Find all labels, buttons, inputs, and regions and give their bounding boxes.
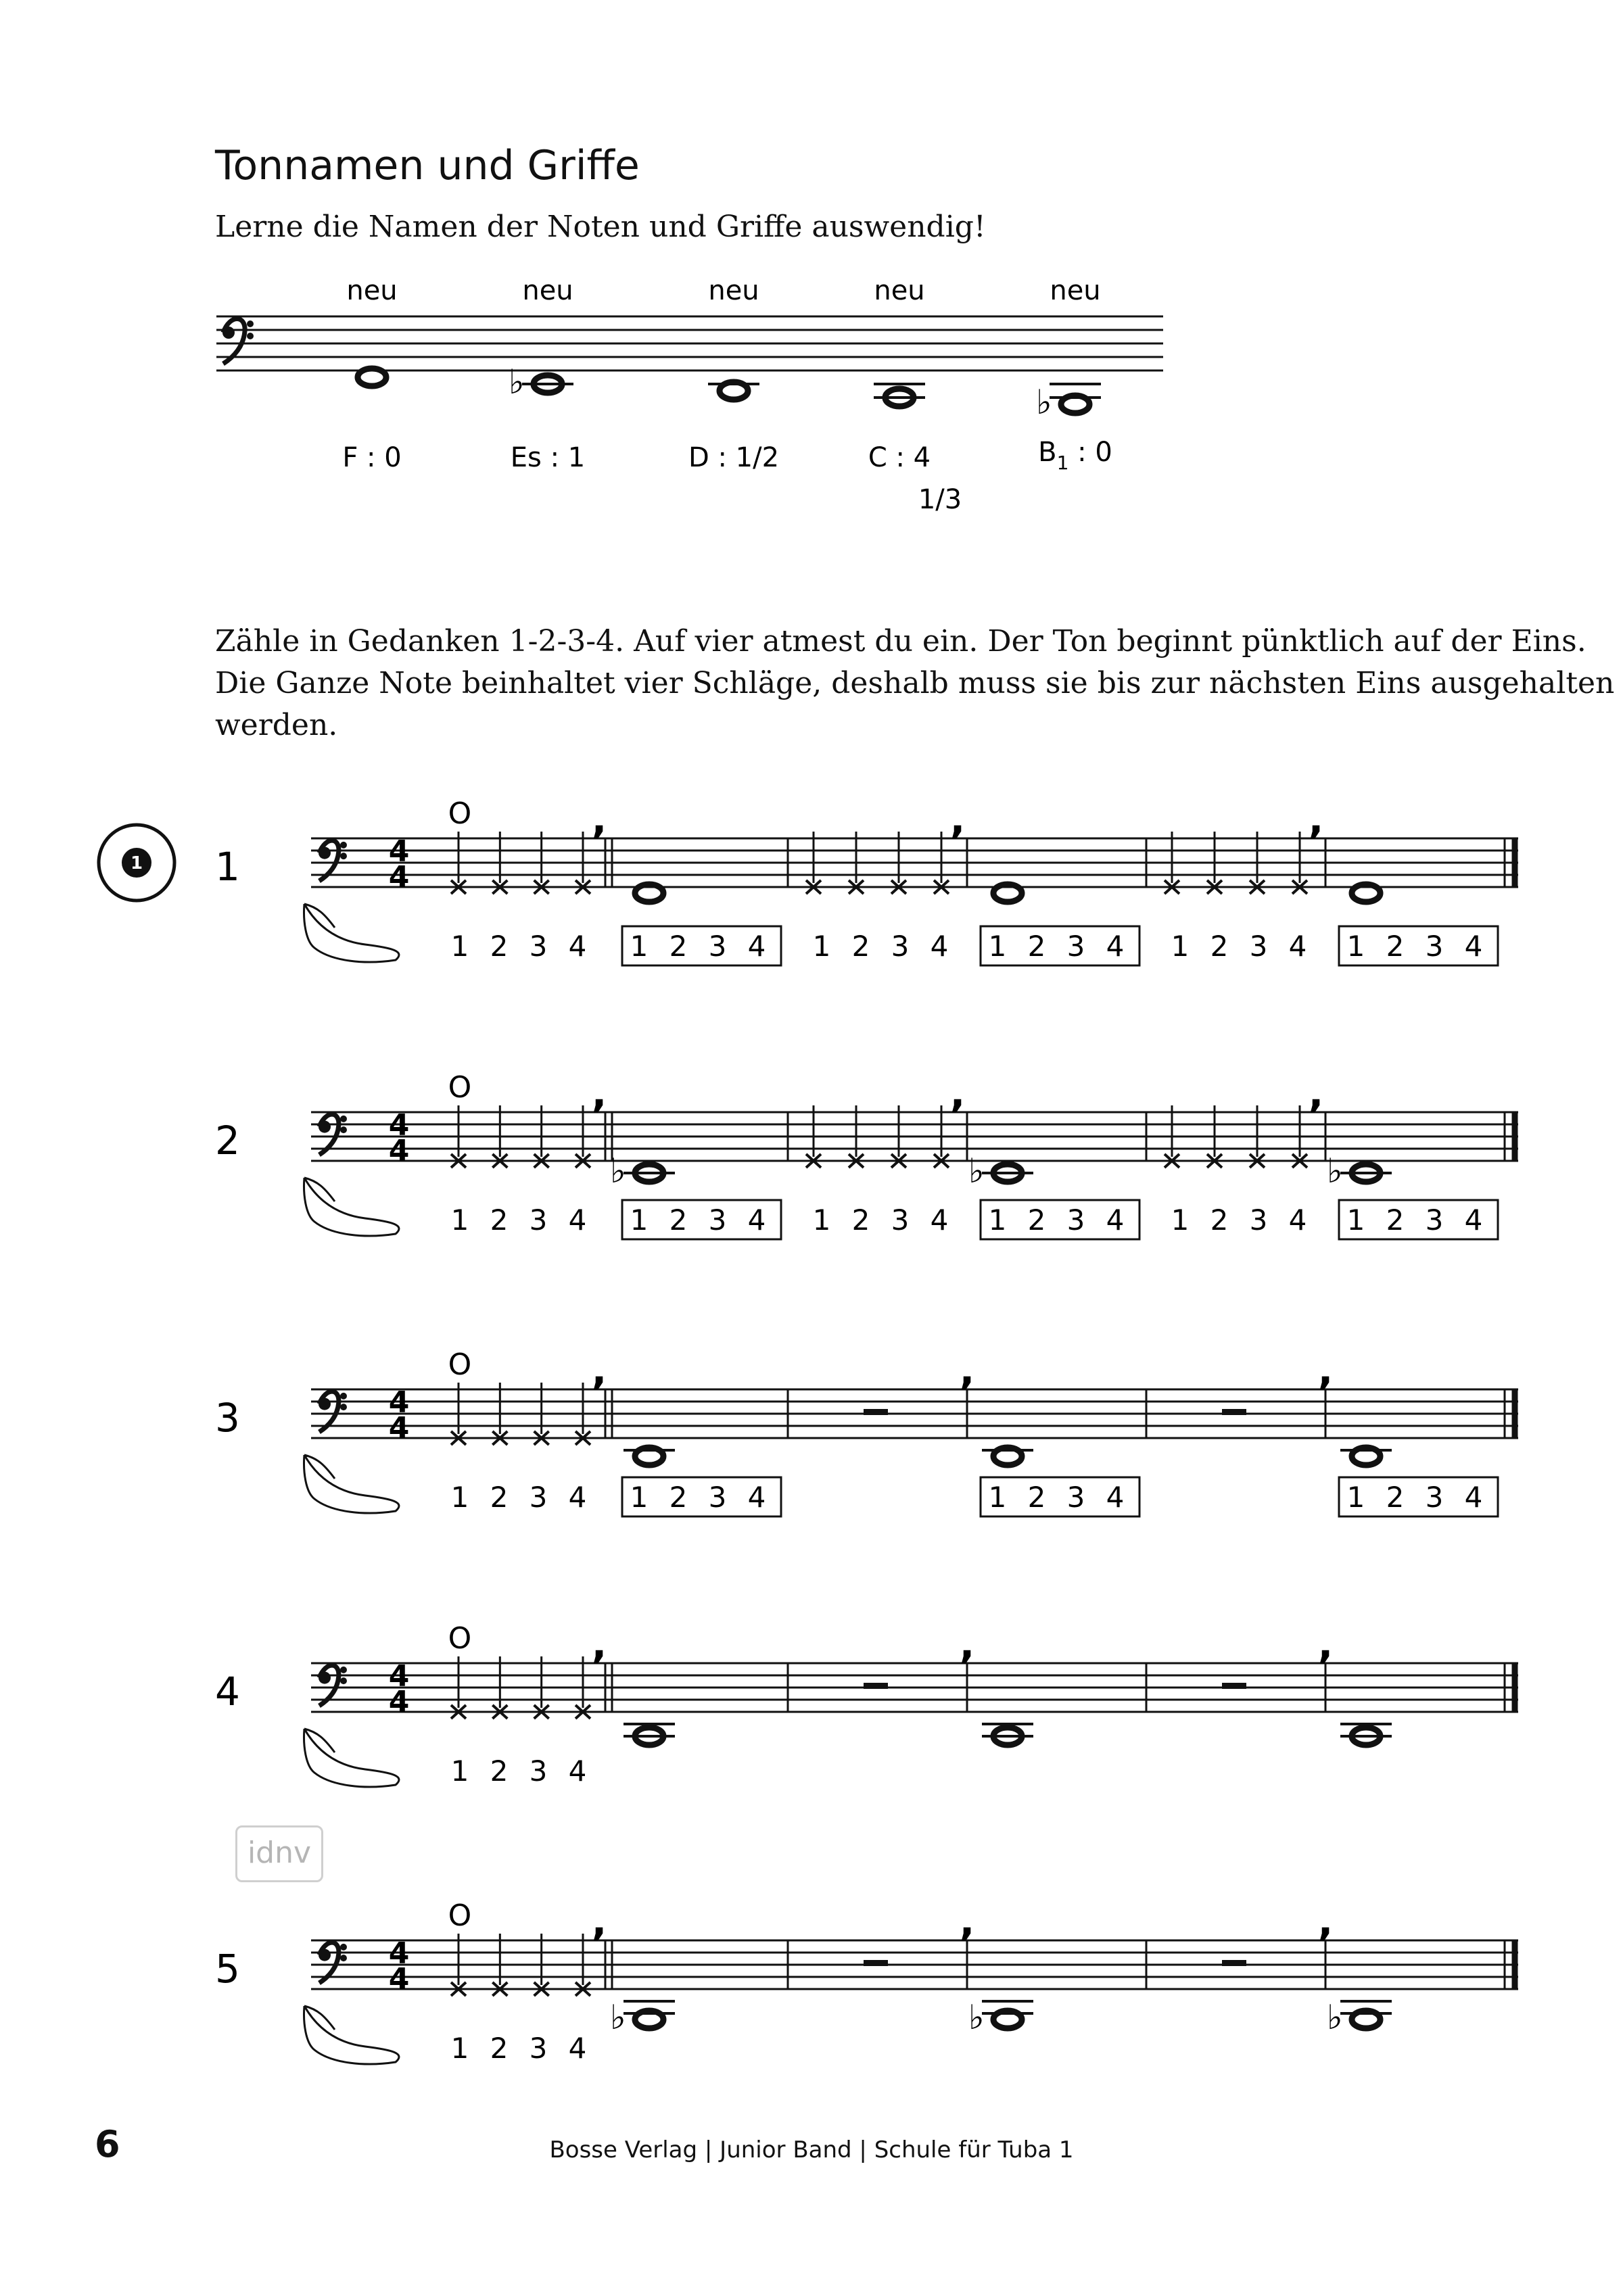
count-number: 4: [747, 1481, 766, 1514]
exercise-row: [215, 1347, 1518, 1516]
flat-sign: ♭: [610, 1998, 626, 2037]
count-number: 2: [1386, 930, 1405, 963]
count-number: 2: [669, 1481, 688, 1514]
count-number: 4: [568, 1481, 587, 1514]
note-fingering: $B_1$ : 0: [1038, 437, 1112, 474]
whole-note: [993, 1448, 1022, 1465]
bass-clef-dot: [340, 842, 347, 848]
bass-clef-dot: [319, 1672, 331, 1684]
count-number: 3: [1066, 930, 1085, 963]
bass-clef-dot: [319, 847, 331, 859]
time-signature-bottom: 4: [388, 1411, 410, 1445]
count-number: 1: [450, 1203, 469, 1237]
bass-clef-dot: [340, 1393, 347, 1400]
count-number: 1: [630, 1203, 649, 1237]
paragraph-line: Zähle in Gedanken 1-2-3-4. Auf vier atmest du ein. Der Ton beginnt pünktlich auf der Eins.: [215, 624, 1586, 659]
breath-comma: ,: [1308, 1070, 1324, 1117]
footer-text: Bosse Verlag | Junior Band | Schule für Tuba 1: [549, 2136, 1074, 2163]
note-fingering: Es : 1: [510, 442, 586, 473]
whole-note: [1352, 2011, 1380, 2028]
count-number: 3: [1249, 1203, 1268, 1237]
whole-rest: [864, 1960, 888, 1966]
flat-sign: ♭: [1327, 1151, 1343, 1191]
count-number: 4: [1106, 1481, 1125, 1514]
count-number: 4: [1464, 930, 1483, 963]
intro-text: Lerne die Namen der Noten und Griffe auswendig!: [215, 210, 986, 244]
note-fingering: D : 1/2: [688, 442, 780, 473]
time-signature-bottom: 4: [388, 1134, 410, 1168]
whole-note: [635, 884, 663, 902]
breath-comma: ,: [1317, 1621, 1334, 1668]
exercise-number: 1: [215, 844, 240, 890]
watermark-logo: idnv: [235, 1825, 323, 1882]
track-number: 1: [130, 853, 143, 874]
foot-tap-icon: [304, 1178, 399, 1236]
flat-sign: ♭: [968, 1998, 985, 2037]
paragraph-line: Die Ganze Note beinhaltet vier Schläge, deshalb muss sie bis zur nächsten Eins ausgehalten: [215, 666, 1615, 700]
count-number: 3: [529, 1754, 548, 1788]
breath-comma: ,: [591, 1898, 607, 1945]
exercise-row: [215, 1898, 1518, 2065]
exercise-row: [215, 796, 1518, 965]
foot-tap-icon: [304, 1455, 399, 1513]
count-number: 3: [891, 1203, 910, 1237]
count-number: 4: [1464, 1203, 1483, 1237]
whole-rest: [864, 1683, 888, 1689]
breath-comma: ,: [591, 1621, 607, 1668]
count-number: 2: [1210, 930, 1229, 963]
breath-mark: O: [448, 1070, 472, 1105]
bass-clef-dot: [247, 333, 254, 339]
count-number: 4: [747, 1203, 766, 1237]
count-number: 3: [891, 930, 910, 963]
count-number: 2: [490, 1481, 509, 1514]
bass-clef-dot: [340, 853, 347, 859]
note-fingering: F : 0: [342, 442, 402, 473]
new-note-marker: neu: [1050, 275, 1101, 306]
count-number: 1: [988, 930, 1007, 963]
time-signature-top: 4: [388, 1936, 410, 1971]
count-number: 1: [450, 1754, 469, 1788]
note-names-staff: [0, 0, 1623, 541]
whole-note: [993, 2011, 1022, 2028]
bass-clef-dot: [319, 1121, 331, 1133]
exercise-number: 3: [215, 1395, 240, 1441]
breath-comma: ,: [1317, 1347, 1334, 1394]
bass-clef-dot: [340, 1126, 347, 1133]
time-signature-bottom: 4: [388, 860, 410, 894]
whole-note: [635, 2011, 663, 2028]
count-number: 1: [812, 1203, 831, 1237]
count-number: 1: [812, 930, 831, 963]
time-signature-top: 4: [388, 834, 410, 869]
foot-tap-icon: [304, 1729, 399, 1787]
breath-mark: O: [448, 796, 472, 831]
breath-mark: O: [448, 1621, 472, 1656]
count-number: 2: [851, 930, 870, 963]
count-number: 3: [529, 2032, 548, 2065]
count-number: 2: [1210, 1203, 1229, 1237]
count-number: 1: [450, 930, 469, 963]
count-number: 1: [1346, 1203, 1365, 1237]
paragraph-line: werden.: [215, 708, 338, 742]
count-number: 1: [630, 1481, 649, 1514]
count-number: 1: [630, 930, 649, 963]
count-number: 1: [1171, 1203, 1190, 1237]
count-number: 3: [708, 930, 727, 963]
exercise-number: 5: [215, 1946, 240, 1992]
time-signature-top: 4: [388, 1659, 410, 1694]
count-number: 4: [568, 1203, 587, 1237]
count-number: 2: [1027, 930, 1046, 963]
count-number: 2: [1386, 1481, 1405, 1514]
flat-sign: ♭: [1036, 383, 1052, 422]
count-number: 4: [1464, 1481, 1483, 1514]
flat-sign: ♭: [1327, 1998, 1343, 2037]
count-number: 2: [669, 930, 688, 963]
count-number: 2: [669, 1203, 688, 1237]
count-number: 1: [450, 2032, 469, 2065]
count-number: 4: [1288, 930, 1307, 963]
bass-clef-dot: [222, 327, 235, 339]
breath-comma: ,: [1308, 796, 1324, 843]
count-number: 4: [1106, 1203, 1125, 1237]
time-signature-bottom: 4: [388, 1962, 410, 1996]
bass-clef-dot: [340, 1667, 347, 1673]
count-number: 1: [988, 1203, 1007, 1237]
foot-tap-icon: [304, 2006, 399, 2064]
flat-sign: ♭: [610, 1151, 626, 1191]
count-number: 2: [490, 1203, 509, 1237]
count-number: 1: [450, 1481, 469, 1514]
time-signature-top: 4: [388, 1108, 410, 1143]
count-number: 2: [490, 2032, 509, 2065]
count-number: 1: [1346, 930, 1365, 963]
count-number: 4: [747, 930, 766, 963]
whole-rest: [1222, 1409, 1246, 1415]
flat-sign: ♭: [968, 1151, 985, 1191]
count-number: 2: [1386, 1203, 1405, 1237]
count-number: 3: [529, 930, 548, 963]
whole-rest: [1222, 1960, 1246, 1966]
count-number: 2: [1027, 1481, 1046, 1514]
count-number: 3: [1425, 1203, 1444, 1237]
count-number: 4: [930, 930, 949, 963]
whole-note: [1352, 884, 1380, 902]
count-number: 1: [1171, 930, 1190, 963]
count-number: 1: [1346, 1481, 1365, 1514]
breath-comma: ,: [591, 1347, 607, 1394]
whole-note: [358, 368, 386, 386]
breath-comma: ,: [949, 796, 966, 843]
bass-clef-dot: [340, 1404, 347, 1410]
exercise-row: [215, 1621, 1518, 1788]
whole-note: [1061, 396, 1089, 413]
whole-rest: [864, 1409, 888, 1415]
count-number: 4: [1106, 930, 1125, 963]
count-number: 4: [568, 930, 587, 963]
whole-rest: [1222, 1683, 1246, 1689]
count-number: 3: [1425, 930, 1444, 963]
count-number: 3: [1425, 1481, 1444, 1514]
new-note-marker: neu: [346, 275, 398, 306]
bass-clef-dot: [340, 1944, 347, 1951]
count-number: 3: [708, 1203, 727, 1237]
new-note-marker: neu: [874, 275, 925, 306]
new-note-marker: neu: [708, 275, 759, 306]
breath-mark: O: [448, 1347, 472, 1382]
breath-comma: ,: [1317, 1898, 1334, 1945]
count-number: 4: [930, 1203, 949, 1237]
bass-clef-dot: [340, 1116, 347, 1122]
breath-comma: ,: [591, 796, 607, 843]
bass-clef-dot: [247, 320, 254, 327]
count-number: 4: [1288, 1203, 1307, 1237]
count-number: 3: [708, 1481, 727, 1514]
bass-clef-dot: [319, 1949, 331, 1961]
instruction-paragraph: [215, 621, 1615, 746]
time-signature-top: 4: [388, 1385, 410, 1420]
breath-comma: ,: [959, 1347, 975, 1394]
count-number: 3: [1066, 1203, 1085, 1237]
breath-comma: ,: [959, 1898, 975, 1945]
count-number: 2: [1027, 1203, 1046, 1237]
whole-note: [1352, 1448, 1380, 1465]
bass-clef-dot: [340, 1677, 347, 1684]
alternate-fingering: 1/3: [918, 484, 962, 515]
whole-note: [993, 884, 1022, 902]
count-number: 3: [1249, 930, 1268, 963]
exercise-number: 2: [215, 1118, 240, 1164]
exercises: [0, 778, 1623, 2096]
whole-note: [635, 1448, 663, 1465]
flat-sign: ♭: [509, 362, 525, 402]
breath-comma: ,: [959, 1621, 975, 1668]
breath-comma: ,: [591, 1070, 607, 1117]
count-number: 2: [490, 930, 509, 963]
breath-comma: ,: [949, 1070, 966, 1117]
breath-mark: O: [448, 1898, 472, 1933]
count-number: 3: [1066, 1481, 1085, 1514]
count-number: 2: [490, 1754, 509, 1788]
count-number: 3: [529, 1203, 548, 1237]
foot-tap-icon: [304, 904, 399, 962]
count-number: 3: [529, 1481, 548, 1514]
count-number: 4: [568, 1754, 587, 1788]
page-heading: Tonnamen und Griffe: [215, 142, 640, 189]
exercise-number: 4: [215, 1669, 240, 1715]
bass-clef-dot: [340, 1955, 347, 1961]
page-number: 6: [95, 2123, 120, 2166]
new-note-marker: neu: [522, 275, 573, 306]
count-number: 1: [988, 1481, 1007, 1514]
count-number: 2: [851, 1203, 870, 1237]
note-fingering: C : 4: [868, 442, 931, 473]
count-number: 4: [568, 2032, 587, 2065]
exercise-row: [215, 1070, 1518, 1239]
bass-clef-dot: [319, 1398, 331, 1410]
time-signature-bottom: 4: [388, 1685, 410, 1719]
whole-note: [720, 382, 748, 400]
